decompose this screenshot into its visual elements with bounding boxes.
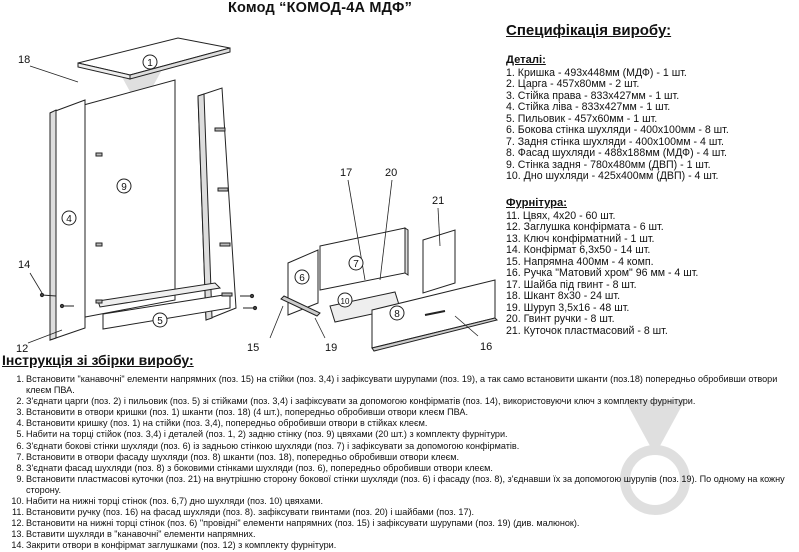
label-5: 5	[157, 316, 163, 327]
label-6: 6	[299, 273, 305, 284]
list-item: 1. Кришка - 493х448мм (МДФ) - 1 шт.	[506, 66, 687, 79]
list-item: 16. Ручка "Матовий хром" 96 мм - 4 шт.	[506, 267, 699, 279]
part-drawer-back	[320, 228, 405, 290]
list-item: 12. Заглушка конфірмата - 6 шт.	[506, 221, 664, 233]
step-text: Встановити пластмасові куточки (поз. 21) на внутрішню сторону бокової стінки шухляди (поз. 6) і фасаду (поз. 8), з'єднавши їх за допомогою шурупів (поз. 19). По одному на кожну сторону.	[26, 473, 785, 495]
instruction-step	[4, 418, 799, 429]
instruction-step	[4, 463, 799, 474]
step-number: 12.	[11, 518, 24, 529]
step-text: З'єднати царги (поз. 2) і пильовик (поз. 5) зі стійками (поз. 3,4) і зафіксувати за допомогою конфірматів (поз. 14), використовуючи ключ з комплекту фурнітури.	[26, 396, 696, 407]
label-4: 4	[66, 214, 72, 225]
step-number: 3.	[16, 407, 24, 418]
instruction-step	[4, 429, 799, 440]
instruction-step	[4, 496, 799, 507]
step-text: Набити на торці стійок (поз. 3,4) і деталей (поз. 1, 2) задню стінку (поз. 9) цвяхами (20 шт.) з комплекту фурнітури.	[26, 429, 508, 440]
step-text: Встановити в отвори фасаду шухляди (поз. 8) шканти (поз. 18), попередньо обробивши отвори клеєм.	[26, 451, 460, 462]
step-number: 8.	[16, 462, 24, 473]
step-number: 7.	[16, 451, 24, 462]
label-7: 7	[353, 259, 359, 270]
spec-title: Специфікація виробу:	[506, 22, 672, 39]
label-17: 17	[340, 167, 353, 179]
step-number: 4.	[16, 418, 24, 429]
list-item: 2. Царга - 457х80мм - 2 шт.	[506, 78, 640, 90]
step-number: 2.	[16, 396, 24, 407]
step-number: 11.	[12, 507, 24, 518]
list-item: 8. Фасад шухляди - 488х188мм (МДФ) - 4 шт.	[506, 147, 727, 159]
instruction-step	[4, 452, 799, 463]
list-item: 11. Цвях, 4х20 - 60 шт.	[506, 209, 616, 222]
step-text: Вставити шухляди в "канавочні" елементи напрямних.	[26, 529, 256, 540]
step-number: 13.	[11, 529, 24, 540]
step-number: 1.	[16, 374, 24, 384]
assembly-drawing	[0, 18, 505, 358]
label-16: 16	[480, 341, 493, 353]
step-number: 5.	[16, 429, 24, 440]
fittings-list	[506, 198, 698, 337]
label-1: 1	[147, 58, 153, 69]
instruction-step	[4, 518, 799, 529]
label-18: 18	[18, 54, 31, 66]
list-item: 4. Стійка ліва - 833х427мм - 1 шт.	[506, 101, 671, 113]
step-text: Набити на нижні торці стінок (поз. 6,7) дно шухляди (поз. 10) цвяхами.	[26, 496, 324, 507]
label-9: 9	[121, 182, 127, 193]
label-12: 12	[16, 343, 29, 355]
instruction-step	[4, 441, 799, 452]
instruction-step	[4, 474, 799, 496]
step-text: Встановити на нижні торці стінок (поз. 6) "провідні" елементи напрямних (поз. 15) і зафіксувати шурупами (поз. 19) (див. малюнок).	[26, 518, 580, 529]
label-21: 21	[432, 195, 445, 207]
step-number: 6.	[16, 440, 24, 451]
step-number: 14.	[11, 540, 24, 551]
list-item: 9. Стінка задня - 780х480мм (ДВП) - 1 шт.	[506, 158, 711, 171]
parts-heading: Деталі:	[506, 54, 546, 66]
step-number: 10.	[11, 496, 24, 507]
label-20: 20	[385, 167, 398, 179]
label-19: 19	[325, 342, 338, 354]
step-number: 9.	[16, 473, 24, 484]
step-text: Встановити ручку (поз. 16) на фасад шухляди (поз. 8). зафіксувати гвинтами (поз. 20) і шайбами (поз. 17).	[26, 507, 475, 518]
parts-list	[506, 55, 729, 183]
instructions-heading: Інструкція зі збірки виробу:	[2, 352, 194, 368]
step-text: З'єднати бокові стінки шухляди (поз. 6) із задньою стінкою шухляди (поз. 7) і зафіксувати за допомогою конфірматів.	[26, 440, 520, 451]
label-14: 14	[18, 259, 31, 271]
label-10: 10	[340, 297, 350, 306]
instruction-step	[4, 374, 799, 396]
instruction-step	[4, 529, 799, 540]
document-title: Комод “КОМОД-4А МДФ”	[227, 0, 413, 16]
label-15: 15	[247, 342, 260, 354]
step-text: Закрити отвори в конфірмат заглушками (поз. 12) з комплекту фурнітури.	[26, 540, 337, 551]
list-item: 18. Шкант 8х30 - 24 шт.	[506, 290, 621, 302]
list-item: 17. Шайба під гвинт - 8 шт.	[506, 278, 637, 291]
list-item: 10. Дно шухляди - 425х400мм (ДВП) - 4 шт.	[506, 170, 719, 182]
part-back-panel	[80, 80, 175, 318]
instruction-step	[4, 507, 799, 518]
list-item: 21. Куточок пластмасовий - 8 шт.	[506, 324, 668, 337]
instruction-step	[4, 407, 799, 418]
step-text: З'єднати фасад шухляди (поз. 8) з боковими стінками шухляди (поз. 6), попередньо обробивши отвори клеєм.	[26, 462, 493, 473]
list-item: 15. Напрямна 400мм - 4 комп.	[506, 255, 654, 268]
list-item: 13. Ключ конфірматний - 1 шт.	[506, 232, 655, 245]
step-text: Встановити "канавочні" елементи напрямних (поз. 15) на стійки (поз. 3,4) і зафіксувати шурупами (поз. 19), а так само встановити шканти (поз.18) попередньо обробивши отвори клеєм ПВА.	[26, 374, 778, 396]
list-item: 7. Задня стінка шухляди - 400х100мм - 4 шт.	[506, 135, 724, 148]
list-item: 6. Бокова стінка шухляди - 400х100мм - 8 шт.	[506, 124, 729, 136]
step-text: Встановити кришку (поз. 1) на стійки (поз. 3,4), попередньо обробивши отвори в стійках клеєм.	[26, 418, 428, 429]
step-text: Встановити в отвори кришки (поз. 1) шканти (поз. 18) (4 шт.), попередньо обробивши отвори клеєм ПВА.	[26, 407, 469, 418]
list-item: 5. Пильовик - 457х60мм - 1 шт.	[506, 112, 658, 125]
instructions-list	[4, 374, 799, 552]
list-item: 19. Шуруп 3,5х16 - 48 шт.	[506, 301, 630, 314]
list-item: 3. Стійка права - 833х427мм - 1 шт.	[506, 89, 680, 102]
fittings-heading: Фурнітура:	[506, 197, 567, 209]
list-item: 14. Конфірмат 6,3х50 - 14 шт.	[506, 244, 651, 256]
label-8: 8	[394, 309, 400, 320]
instruction-step	[4, 396, 799, 407]
list-item: 20. Гвинт ручки - 8 шт.	[506, 313, 615, 325]
